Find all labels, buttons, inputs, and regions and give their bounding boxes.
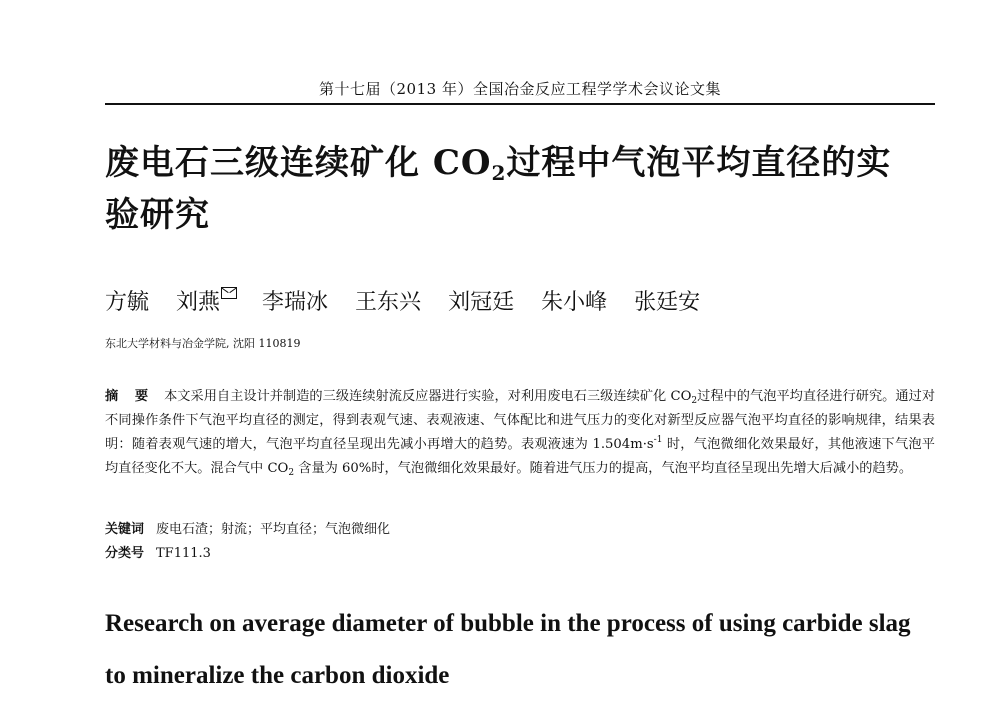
english-title: Research on average diameter of bubble in the process of using carbide slag to mineralize the carbon dioxide <box>105 610 911 689</box>
author-name: 张廷安 <box>634 290 701 315</box>
paper-title <box>105 137 925 241</box>
abstract-label: 摘 要 <box>105 389 155 404</box>
abstract-text: 含量为 60%时，气泡微细化效果最好。随着进气压力的提高，气泡平均直径呈现出先增大后减小的趋势。 <box>294 461 913 476</box>
author-list <box>105 285 720 316</box>
author-name: 李瑞冰 <box>262 290 329 315</box>
classification-label: 分类号 <box>105 546 145 561</box>
author-name: 刘冠廷 <box>448 290 515 315</box>
title-text-part1: 废电石三级连续矿化 CO <box>105 143 492 183</box>
title-subscript: 2 <box>491 161 507 185</box>
author-name: 方毓 <box>105 290 150 315</box>
classification-text: TF111.3 <box>156 546 211 561</box>
abstract-text: 本文采用自主设计并制造的三级连续射流反应器进行实验，对利用废电石三级连续矿化 CO <box>164 389 692 404</box>
author-name: 刘燕 <box>176 290 221 315</box>
running-header: 第十七届（2013 年）全国冶金反应工程学学术会议论文集 <box>319 80 721 98</box>
abstract-subscript: 2 <box>691 396 698 406</box>
keywords <box>105 518 390 537</box>
abstract-text: 过程中的气泡平均直径进行研究。通过对不同操作条件下气泡平均直径的测定，得到表观气速、表观液速、气体配比和进气压力的变化对新型反应器气泡平均直径的影响规律，结果表明：随着表观气速的增大，气泡平均直径呈现出先减小再增大的趋势。表观液速为 1.504m·s <box>105 389 936 452</box>
abstract-subscript: 2 <box>288 468 295 478</box>
author-name: 王东兴 <box>355 290 422 315</box>
classification-number <box>105 542 211 561</box>
header-rule <box>105 103 935 105</box>
keywords-label: 关键词 <box>105 522 145 537</box>
abstract-superscript: -1 <box>653 435 663 445</box>
keywords-text: 废电石渣；射流；平均直径；气泡微细化 <box>156 522 391 537</box>
abstract <box>105 385 935 481</box>
title-text-part2: 过程中气泡平均直径的实验研究 <box>105 143 892 235</box>
author-affiliation: 东北大学材料与冶金学院, 沈阳 110819 <box>105 337 301 350</box>
envelope-icon <box>221 287 237 299</box>
author-name: 朱小峰 <box>541 290 608 315</box>
abstract-text: 时，气泡微细化效果最好，其他液速下气泡平均直径变化不大。混合气中 CO <box>105 437 935 476</box>
